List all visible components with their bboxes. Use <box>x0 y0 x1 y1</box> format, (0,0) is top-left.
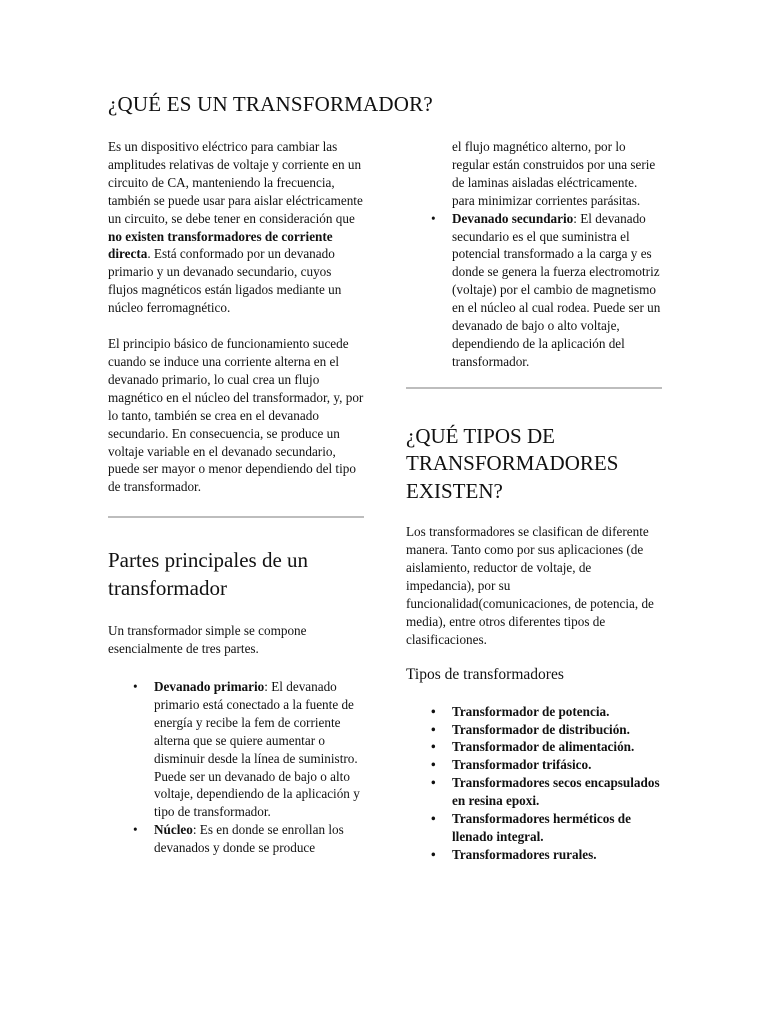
bullet-term: Devanado secundario <box>452 210 574 226</box>
bullet-term: Devanado primario <box>154 679 265 695</box>
list-item-nucleo-continued <box>452 138 662 210</box>
list-item: • Transformador de alimentación. <box>452 738 662 756</box>
list-item-devanado-secundario <box>452 210 662 371</box>
principle-paragraph: El principio básico de funcionamiento sucede cuando se induce una corriente alterna en el devanado primario, lo cual crea un flujo magnético en el núcleo del transformador, y, por lo tanto, también se crea en el devanado secundario. En consecuencia, se produce un voltaje variable en el devanado secundario, puede ser mayor o menor dependiendo del tipo de transformador. <box>108 336 364 495</box>
list-item: • Transformador trifásico. <box>452 756 662 774</box>
bullet-text: el flujo magnético alterno, por lo regular están construidos por una serie de laminas aisladas eléctricamente. para minimizar corrientes parásitas. <box>452 139 656 208</box>
list-item: • Transformadores herméticos de llenado integral. <box>452 810 662 846</box>
list-item: • Transformadores secos encapsulados en resina epoxi. <box>452 774 662 810</box>
types-list <box>406 703 662 864</box>
left-column <box>108 138 364 857</box>
types-heading: ¿QUÉ TIPOS DE TRANSFORMADORES EXISTEN? <box>406 423 619 503</box>
list-item: • Transformador de potencia. <box>452 703 662 721</box>
list-item: • Transformador de distribución. <box>452 721 662 739</box>
types-subheading: Tipos de transformadores <box>406 665 564 683</box>
parts-intro: Un transformador simple se compone esencialmente de tres partes. <box>108 623 307 657</box>
parts-list <box>108 678 364 857</box>
bullet-text: : Es en donde se enrollan los devanados y donde se produce <box>154 822 344 856</box>
intro-bold-text: no existen transformadores de corriente directa <box>108 228 333 262</box>
bullet-text: : El devanado primario está conectado a la fuente de energía y recibe la fem de corriente alterna que se quiere aumentar o disminuir desde la línea de suministro. Puede ser un devanado de bajo o alto voltaje, dependiendo de la aplicación y tipo de transformador. <box>154 679 360 820</box>
types-intro: Los transformadores se clasifican de diferente manera. Tanto como por sus aplicaciones (de aislamiento, reductor de voltaje, de impedancia), por su funcionalidad(comunicaciones, de potencia, de media), entre otros diferentes tipos de clasificaciones. <box>406 524 654 647</box>
list-item-devanado-primario <box>154 678 364 821</box>
intro-text-end: . Está conformado por un devanado primario y un devanado secundario, cuyos flujos magnéticos están ligados mediante un núcleo ferromagnético. <box>108 246 342 316</box>
intro-paragraph <box>108 138 364 317</box>
intro-text-start: Es un dispositivo eléctrico para cambiar las amplitudes relativas de voltaje y corriente en un circuito de CA, manteniendo la frecuencia, también se puede usar para aislar eléctricamente un circuito, se debe tener en consideración que <box>108 139 363 226</box>
bullet-text: : El devanado secundario es el que suministra el potencial transformado a la carga y es donde se genera la fuerza electromotriz (voltaje) por el cambio de magnetismo en el núcleo al cual rodea. Puede ser un devanado de bajo o alto voltaje, dependiendo de la aplicación del transformador. <box>452 210 661 369</box>
parts-list-continued <box>406 138 662 371</box>
right-column <box>406 138 662 864</box>
parts-heading: Partes principales de un transformador <box>108 548 309 600</box>
bullet-term: Núcleo <box>154 822 193 838</box>
list-item: • Transformadores rurales. <box>452 846 662 864</box>
list-item-nucleo <box>154 821 364 857</box>
page-title: ¿QUÉ ES UN TRANSFORMADOR? <box>108 92 433 116</box>
